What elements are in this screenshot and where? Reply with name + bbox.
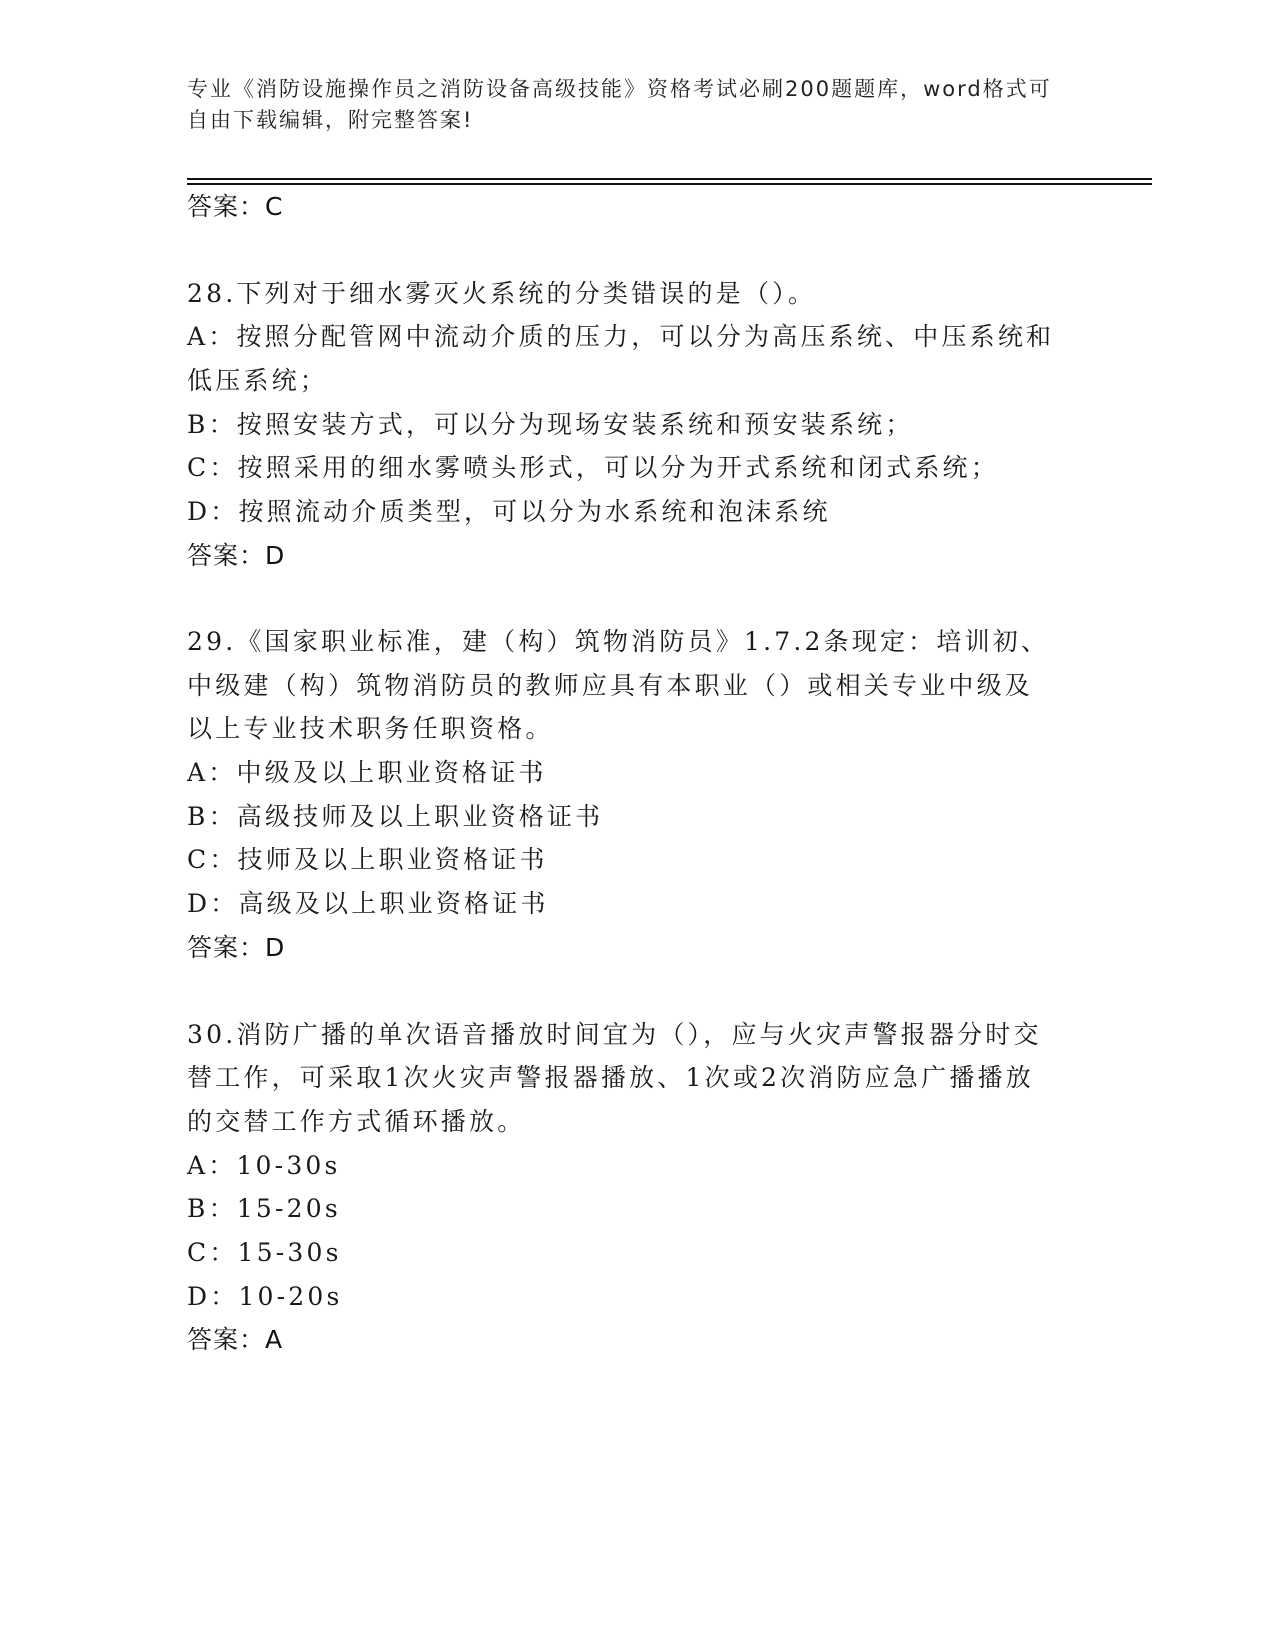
q30-stem-line-1: 30.消防广播的单次语音播放时间宜为（），应与火灾声警报器分时交	[187, 1020, 1042, 1049]
q29-stem-line-3: 以上专业技术职务任职资格。	[187, 714, 554, 743]
q29-answer: 答案：D	[187, 933, 286, 962]
q30-option-b: B：15-20s	[187, 1194, 341, 1223]
q29-option-a: A：中级及以上职业资格证书	[187, 758, 547, 787]
header-rule-bottom	[187, 183, 1152, 185]
document-header: 专业《消防设施操作员之消防设备高级技能》资格考试必刷200题题库，word格式可自由下载编辑，附完整答案!	[187, 77, 1052, 132]
q28-option-a-line-2: 低压系统；	[187, 366, 329, 395]
q30-option-d: D：10-20s	[187, 1282, 343, 1311]
q30-stem-line-2: 替工作，可采取1次火灾声警报器播放、1次或2次消防应急广播播放	[187, 1063, 1034, 1092]
q29-option-c: C：技师及以上职业资格证书	[187, 845, 548, 874]
q28-option-c: C：按照采用的细水雾喷头形式，可以分为开式系统和闭式系统；	[187, 453, 999, 482]
q30-option-c: C：15-30s	[187, 1238, 342, 1267]
q28-stem-line-1: 28.下列对于细水雾灭火系统的分类错误的是（）。	[187, 279, 817, 308]
q28-option-d: D：按照流动介质类型，可以分为水系统和泡沫系统	[187, 497, 831, 526]
q28-option-a-line-1: A：按照分配管网中流动介质的压力，可以分为高压系统、中压系统和	[187, 322, 1055, 351]
q30-answer: 答案：A	[187, 1325, 284, 1354]
q29-option-d: D：高级及以上职业资格证书	[187, 889, 549, 918]
q30-stem-line-3: 的交替工作方式循环播放。	[187, 1107, 526, 1136]
q28-option-b: B：按照安装方式，可以分为现场安装系统和预安装系统；	[187, 410, 914, 439]
q29-stem-line-2: 中级建（构）筑物消防员的教师应具有本职业（）或相关专业中级及	[187, 671, 1034, 700]
answer-prev: 答案：C	[187, 192, 284, 221]
q29-option-b: B：高级技师及以上职业资格证书	[187, 802, 604, 831]
q29-stem-line-1: 29.《国家职业标准，建（构）筑物消防员》1.7.2条现定：培训初、	[187, 627, 1050, 656]
q30-option-a: A：10-30s	[187, 1151, 341, 1180]
q28-answer: 答案：D	[187, 541, 286, 570]
header-rule-top	[187, 178, 1152, 180]
